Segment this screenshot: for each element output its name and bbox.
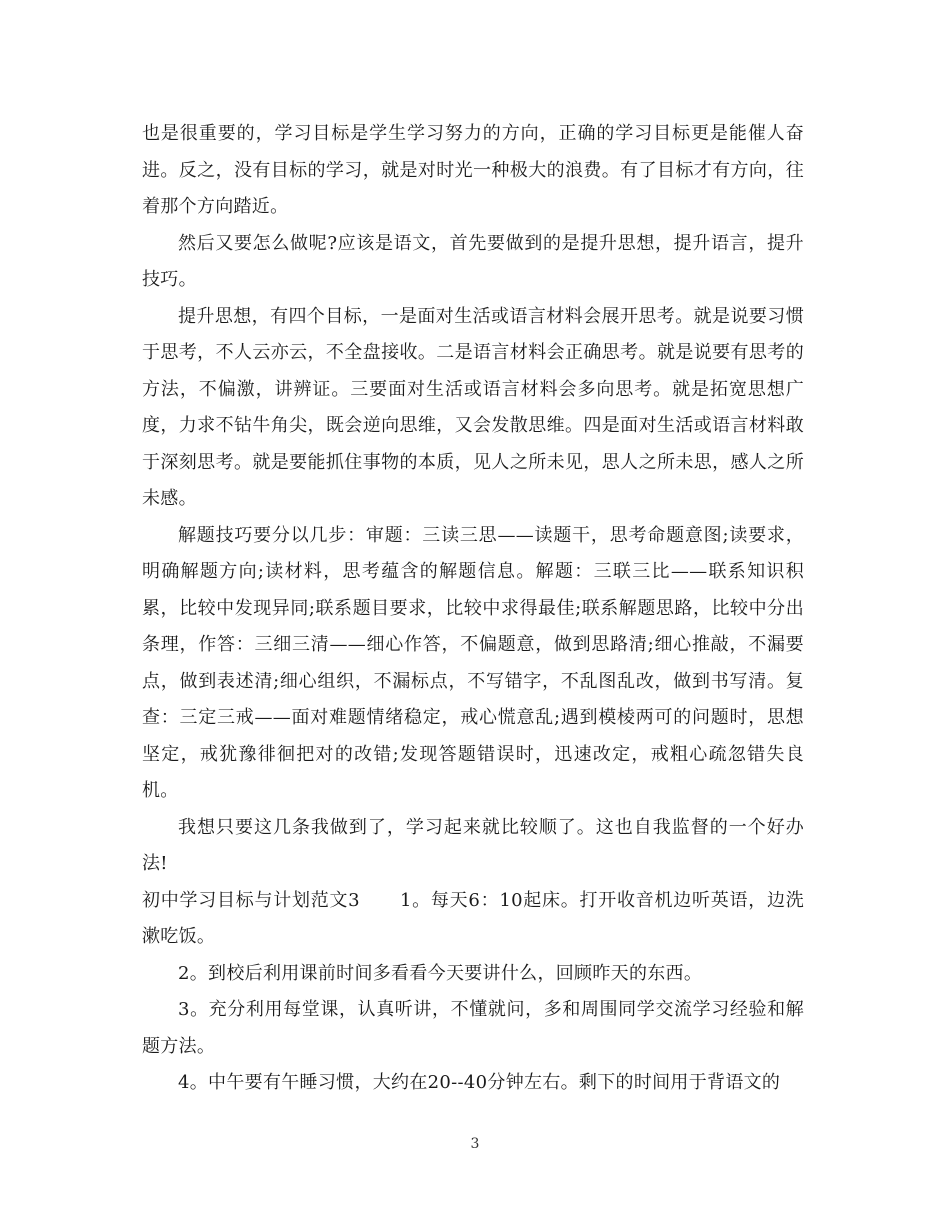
paragraph-4: 解题技巧要分以几步：审题：三读三思——读题干，思考命题意图;读要求，明确解题方向;读材料，思考蕴含的解题信息。解题：三联三比——联系知识积累，比较中发现异同;联系题目要求，比较中求得最佳;联系解题思路，比较中分出条理，作答：三细三清——细心作答，不偏题意，做到思路清;细心推敲，不漏要点，做到表述清;细心组织，不漏标点，不写错字，不乱图乱改，做到书写清。复查：三定三戒——面对难题情绪稳定，戒心慌意乱;遇到模棱两可的问题时，思想坚定，戒犹豫徘徊把对的改错;发现答题错误时，迅速改定，戒粗心疏忽错失良机。 (142, 524, 804, 801)
paragraph-2: 然后又要怎么做呢?应该是语文，首先要做到的是提升思想，提升语言，提升技巧。 (142, 232, 804, 290)
section-paragraph (142, 883, 804, 956)
section-first-item: 1。每天6：10起床。打开收音机边听英语，边洗漱吃饭。 (142, 889, 804, 947)
document-body (142, 116, 804, 1102)
page-number: 3 (470, 1136, 480, 1152)
paragraph-3: 提升思想，有四个目标，一是面对生活或语言材料会展开思考。就是说要习惯于思考，不人云亦云，不全盘接收。二是语言材料会正确思考。就是说要有思考的方法，不偏激，讲辨证。三要面对生活或语言材料会多向思考。就是拓宽思想广度，力求不钻牛角尖，既会逆向思维，又会发散思维。四是面对生活或语言材料敢于深刻思考。就是要能抓住事物的本质，见人之所未见，思人之所未思，感人之所未感。 (142, 305, 804, 509)
section-heading: 初中学习目标与计划范文3 (142, 889, 360, 911)
list-item-4: 4。中午要有午睡习惯，大约在20--40分钟左右。剩下的时间用于背语文的 (178, 1072, 781, 1093)
paragraph-5: 我想只要这几条我做到了，学习起来就比较顺了。这也自我监督的一个好办法! (142, 816, 804, 874)
list-item-2: 2。到校后利用课前时间多看看今天要讲什么，回顾昨天的东西。 (178, 962, 703, 984)
list-item-3: 3。充分利用每堂课，认真听讲，不懂就问，多和周围同学交流学习经验和解题方法。 (142, 999, 804, 1057)
paragraph-1: 也是很重要的，学习目标是学生学习努力的方向，正确的学习目标更是能催人奋进。反之，没有目标的学习，就是对时光一种极大的浪费。有了目标才有方向，往着那个方向踏近。 (142, 123, 804, 217)
